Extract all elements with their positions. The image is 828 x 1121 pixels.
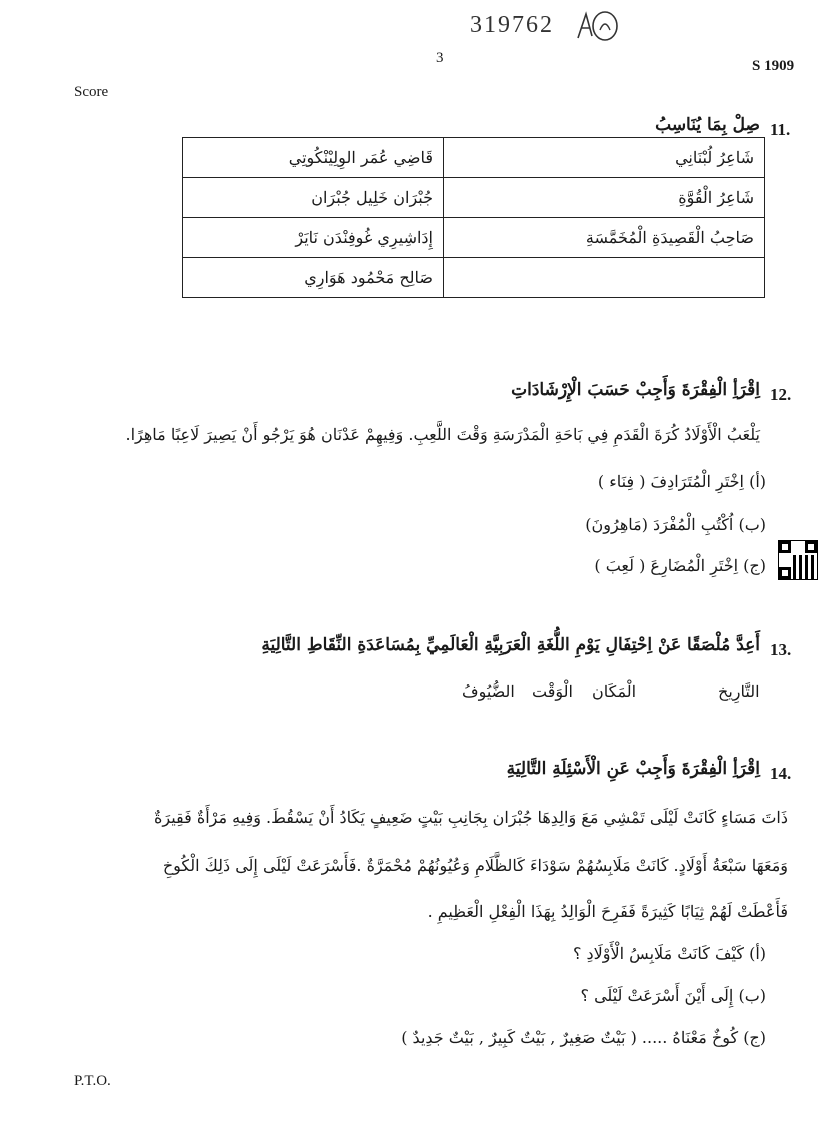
q12-item-b: (ب) اُكْتُبِ الْمُفْرَدَ (مَاهِرُونَ) xyxy=(585,515,766,534)
handwritten-number: 319762 xyxy=(470,12,554,38)
match-left-cell: شَاعِرُ الْقُوَّةِ xyxy=(444,178,765,218)
q12-title: اِقْرَأِ الْفِقْرَةَ وَأَجِبْ حَسَبَ الْإِرْشَادَاتِ xyxy=(511,380,760,400)
q11-title: صِلْ بِمَا يُنَاسِبُ xyxy=(655,115,760,135)
pto-label: P.T.O. xyxy=(74,1073,111,1089)
q14-passage-line-1: ذَاتَ مَسَاءٍ كَانَتْ لَيْلَى تَمْشِي مَعَ وَالِدِهَا جُبْرَان بِجَانِبِ بَيْتٍ ضَعِيفٍ يَكَادُ أَنْ يَسْقُطَ. وَفِيهِ مَرْأَةٌ فَقِيرَةٌ xyxy=(153,808,788,827)
q12-number: 12. xyxy=(770,385,792,404)
q14-item-a: (أ) كَيْفَ كَانَتْ مَلَابِسُ الْأَوْلَادِ ؟ xyxy=(572,944,766,963)
score-label: Score xyxy=(74,84,109,100)
q13-point-guests: الضُّيُوفُ xyxy=(462,682,515,701)
q12-item-c: (ج) اِخْتَرِ الْمُضَارِعَ ( لَعِبَ ) xyxy=(594,556,766,575)
match-left-cell: شَاعِرُ لُبْنَانِي xyxy=(444,138,765,178)
q14-passage-line-3: فَأَعْطَتْ لَهُمْ ثِيَابًا كَثِيرَةً فَفَرِحَ الْوَالِدُ بِهَذَا الْفِعْلِ الْعَظِيمِ . xyxy=(427,902,788,921)
match-right-cell: جُبْرَان خَلِيل جُبْرَان xyxy=(183,178,444,218)
q13-point-place: الْمَكَان xyxy=(592,682,637,701)
match-left-cell xyxy=(444,258,765,298)
q13-number: 13. xyxy=(770,640,792,659)
q13-point-time: الْوَقْت xyxy=(532,682,573,701)
table-row xyxy=(183,178,765,218)
match-right-cell: صَالِح مَحْمُود هَوَارِي xyxy=(183,258,444,298)
q13-point-date: التَّارِيخ xyxy=(718,682,760,701)
q12-passage: يَلْعَبُ الْأَوْلَادُ كُرَةَ الْقَدَمِ فِي بَاحَةِ الْمَدْرَسَةِ وَقْتَ اللَّعِبِ. وَفِيهِمْ عَدْنَان هُوَ يَرْجُو أَنْ يَصِيرَ لَاعِبًا مَاهِرًا. xyxy=(125,425,760,444)
signature-mark xyxy=(572,8,620,46)
table-row xyxy=(183,258,765,298)
q14-passage-line-2: وَمَعَهَا سَبْعَةُ أَوْلَادٍ. كَانَتْ مَلَابِسُهُمْ سَوْدَاءَ كَالظَّلَامِ وَعُيُونُهُمْ مُحْمَرَّةٌ .فَأَسْرَعَتْ لَيْلَى إِلَى ذَلِكَ الْكُوخِ xyxy=(162,856,788,875)
q13-title: أَعِدَّ مُلْصَقًا عَنْ اِحْتِفَالِ يَوْمِ اللُّغَةِ الْعَرَبِيَّةِ الْعَالَمِيِّ بِمُسَاعَدَةِ النِّقَاطِ التَّالِيَةِ xyxy=(261,635,760,655)
table-row xyxy=(183,138,765,178)
match-right-cell: إِدَاشِيرِي غُوفِنْدَن نَايَرْ xyxy=(183,218,444,258)
match-table xyxy=(182,137,765,298)
q14-item-b: (ب) إِلَى أَيْنَ أَسْرَعَتْ لَيْلَى ؟ xyxy=(580,986,766,1005)
match-right-cell: قَاضِي عُمَر الوِلِيْنْكُوتِي xyxy=(183,138,444,178)
paper-code: S 1909 xyxy=(752,58,795,74)
q11-number: 11. xyxy=(770,120,791,139)
page-number: 3 xyxy=(436,50,444,66)
q14-title: اِقْرَأِ الْفِقْرَةَ وَأَجِبْ عَنِ الْأَسْئِلَةِ التَّالِيَةِ xyxy=(506,759,760,779)
qr-code-icon xyxy=(778,540,818,580)
q14-number: 14. xyxy=(770,764,792,783)
q14-item-c: (ج) كُوخٌ مَعْنَاهُ ..... ( بَيْتٌ صَغِيرٌ , بَيْتٌ كَبِيرٌ , بَيْتٌ جَدِيدٌ ) xyxy=(401,1028,766,1047)
table-row xyxy=(183,218,765,258)
match-left-cell: صَاحِبُ الْقَصِيدَةِ الْمُخَمَّسَةِ xyxy=(444,218,765,258)
q12-item-a: (أ) اِخْتَرِ الْمُتَرَادِفَ ( فِنَاء ) xyxy=(597,472,766,491)
